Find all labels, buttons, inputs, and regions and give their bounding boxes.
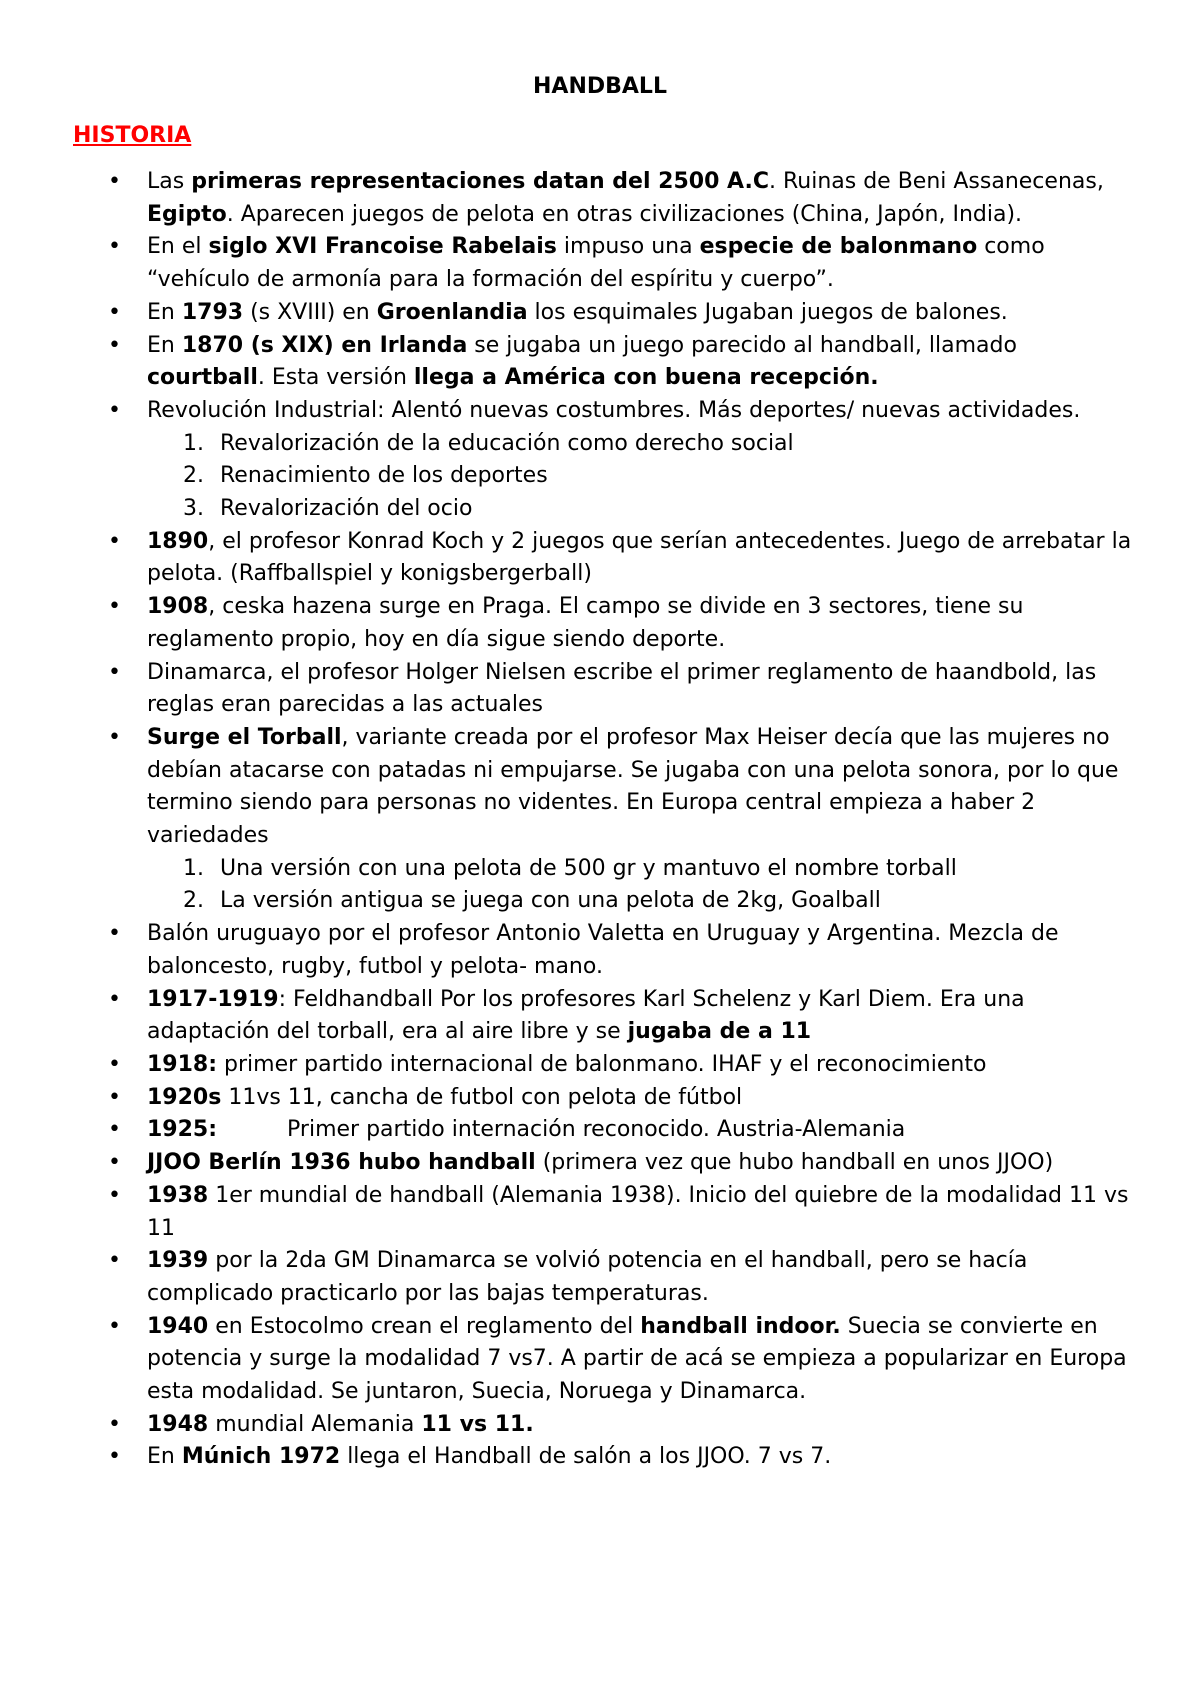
list-item xyxy=(0,1245,1200,1310)
list-item xyxy=(0,231,1200,296)
text-segment: (s XVIII) en xyxy=(243,299,377,325)
list-item-text xyxy=(147,594,1023,652)
text-segment: en Estocolmo crean el reglamento del xyxy=(208,1313,641,1339)
sublist-number: 2. xyxy=(183,888,204,914)
bold-text: 1940 xyxy=(147,1313,209,1339)
bullet-icon: • xyxy=(108,724,121,750)
bullet-icon: • xyxy=(108,332,121,358)
list-item-text xyxy=(147,1412,534,1437)
list-item-text xyxy=(147,1150,1053,1175)
list-item xyxy=(0,1180,1200,1245)
list-item-text xyxy=(147,1052,986,1077)
sublist-number: 1. xyxy=(183,855,204,881)
text-segment: como “vehículo de armonía para la formación del espíritu y cuerpo”. xyxy=(147,234,1045,293)
text-segment: impuso una xyxy=(556,234,700,260)
list-item-text xyxy=(147,1117,905,1142)
bold-text: 1870 (s XIX) en Irlanda xyxy=(181,332,468,358)
text-segment: Revolución Industrial: Alentó nuevas costumbres. Más deportes/ nuevas actividades. xyxy=(147,397,1081,423)
bold-text: 11 vs 11. xyxy=(421,1411,534,1437)
text-segment: Dinamarca, el profesor Holger Nielsen escribe el primer reglamento de haandbold, las reglas eran parecidas a las actuales xyxy=(147,659,1097,718)
sublist-item-text: Una versión con una pelota de 500 gr y mantuvo el nombre torball xyxy=(220,855,957,881)
list-item-text xyxy=(147,333,1017,391)
numbered-sublist xyxy=(147,853,1140,918)
history-list xyxy=(0,166,1200,1474)
list-item-text xyxy=(147,725,1118,848)
bullet-icon: • xyxy=(108,921,121,947)
bold-text: 1938 xyxy=(147,1182,209,1208)
bold-text: primeras representaciones datan del 2500 A.C xyxy=(191,169,769,194)
list-item-text xyxy=(147,660,1096,718)
list-item-text xyxy=(147,398,1080,423)
bold-text: especie de balonmano xyxy=(699,234,978,260)
text-segment: 1er mundial de handball (Alemania 1938). Inicio del quiebre de la modalidad 11 vs 11 xyxy=(147,1182,1129,1241)
text-segment: : Feldhandball Por los profesores Karl Schelenz y Karl Diem. Era una adaptación del torball, era al aire libre y se xyxy=(147,986,1025,1045)
bullet-icon: • xyxy=(108,234,121,260)
list-item xyxy=(0,591,1200,656)
text-segment: . Esta versión xyxy=(257,365,414,391)
list-item xyxy=(0,1441,1200,1474)
bullet-icon: • xyxy=(108,169,121,194)
bold-text: courtball xyxy=(147,365,258,391)
text-segment: los esquimales Jugaban juegos de balones. xyxy=(527,299,1008,325)
text-segment: se jugaba un juego parecido al handball, llamado xyxy=(467,332,1017,358)
bullet-icon: • xyxy=(108,594,121,620)
list-item xyxy=(0,1409,1200,1442)
text-segment: Balón uruguayo por el profesor Antonio Valetta en Uruguay y Argentina. Mezcla de baloncesto, rugby, futbol y pelota- mano. xyxy=(147,921,1059,979)
list-item xyxy=(0,297,1200,330)
bullet-icon: • xyxy=(108,1182,121,1208)
list-item-text xyxy=(147,300,1008,325)
bullet-icon: • xyxy=(108,299,121,325)
text-segment: mundial Alemania xyxy=(208,1411,422,1437)
bullet-icon: • xyxy=(108,659,121,685)
bold-text: Groenlandia xyxy=(376,299,528,325)
text-segment: por la 2da GM Dinamarca se volvió potencia en el handball, pero se hacía complicado practicarlo por las bajas temperaturas. xyxy=(147,1248,1028,1306)
list-item-text xyxy=(147,1183,1129,1241)
bullet-icon: • xyxy=(108,986,121,1012)
sublist-item-text: Revalorización del ocio xyxy=(220,496,473,522)
list-item-text xyxy=(147,169,1104,227)
bullet-icon: • xyxy=(108,1411,121,1437)
bullet-icon: • xyxy=(108,1444,121,1470)
list-item-text xyxy=(147,987,1025,1045)
section-heading: HISTORIA xyxy=(73,123,192,148)
list-item-text xyxy=(147,234,1045,292)
sublist-number: 2. xyxy=(183,463,204,489)
text-segment: En el xyxy=(147,234,209,260)
bullet-icon: • xyxy=(108,1313,121,1339)
text-segment: Primer partido internación reconocido. Austria-Alemania xyxy=(287,1117,906,1143)
list-item xyxy=(0,984,1200,1049)
bold-text: siglo XVI Francoise Rabelais xyxy=(208,234,557,260)
text-segment: primer partido internacional de balonmano. IHAF y el reconocimiento xyxy=(217,1051,987,1077)
list-item xyxy=(0,657,1200,722)
list-item xyxy=(0,330,1200,395)
bullet-icon: • xyxy=(108,528,121,554)
list-item-text xyxy=(147,1248,1027,1306)
list-item xyxy=(0,1114,1200,1147)
list-item xyxy=(0,1147,1200,1180)
list-item xyxy=(0,1082,1200,1115)
list-item xyxy=(0,166,1200,231)
sublist-item-text: Renacimiento de los deportes xyxy=(220,463,548,489)
text-segment: (primera vez que hubo handball en unos JJOO) xyxy=(535,1150,1054,1176)
bold-text: JJOO Berlín 1936 hubo handball xyxy=(147,1150,536,1176)
list-item xyxy=(0,395,1200,526)
list-item xyxy=(0,526,1200,591)
list-item-text xyxy=(147,1085,742,1110)
bold-text: 1918: xyxy=(147,1051,218,1077)
text-segment: Suecia se convierte en potencia y surge la modalidad 7 vs7. A partir de acá se empieza a popularizar en Europa esta modalidad. Se juntaron, Suecia, Noruega y Dinamarca. xyxy=(147,1313,1127,1405)
text-segment: En xyxy=(147,332,182,358)
sublist-item xyxy=(147,853,1140,886)
numbered-sublist xyxy=(147,428,1140,526)
bold-text: jugaba de a 11 xyxy=(627,1019,812,1045)
text-segment: . Aparecen juegos de pelota en otras civilizaciones (China, Japón, India). xyxy=(226,201,1023,227)
bullet-icon: • xyxy=(108,1084,121,1110)
list-item xyxy=(0,918,1200,983)
text-segment: Las xyxy=(147,169,192,194)
sublist-number: 1. xyxy=(183,430,204,456)
bullet-icon: • xyxy=(108,1248,121,1274)
bullet-icon: • xyxy=(108,1117,121,1143)
text-segment: llega el Handball de salón a los JJOO. 7 vs 7. xyxy=(340,1444,832,1470)
text-segment: 11vs 11, cancha de futbol con pelota de fútbol xyxy=(221,1084,743,1110)
bold-text: 1793 xyxy=(181,299,244,325)
text-segment: En xyxy=(147,1444,182,1470)
sublist-item xyxy=(147,885,1140,918)
bold-text: Múnich 1972 xyxy=(181,1444,341,1470)
bold-text: handball indoor. xyxy=(640,1313,841,1339)
bold-text: 1939 xyxy=(147,1248,209,1274)
sublist-item-text: Revalorización de la educación como derecho social xyxy=(220,430,794,456)
bold-text: 1925: xyxy=(147,1117,218,1143)
text-segment: En xyxy=(147,299,182,325)
list-item xyxy=(0,722,1200,918)
page-title: HANDBALL xyxy=(533,74,667,99)
list-item-text xyxy=(147,529,1131,587)
text-segment: , el profesor Konrad Koch y 2 juegos que serían antecedentes. Juego de arrebatar la pelota. (Raffballspiel y konigsbergerball) xyxy=(147,528,1132,587)
bullet-icon: • xyxy=(108,1150,121,1176)
list-item-text xyxy=(147,921,1059,979)
sublist-item-text: La versión antigua se juega con una pelota de 2kg, Goalball xyxy=(220,888,881,914)
sublist-item xyxy=(147,428,1140,461)
list-item xyxy=(0,1311,1200,1409)
sublist-item xyxy=(147,460,1140,493)
sublist-item xyxy=(147,493,1140,526)
bold-text: llega a América con buena recepción. xyxy=(413,365,879,391)
sublist-number: 3. xyxy=(183,496,204,522)
bullet-icon: • xyxy=(108,1051,121,1077)
text-segment: . Ruinas de Beni Assanecenas, xyxy=(768,169,1104,194)
bold-text: 1920s xyxy=(147,1084,222,1110)
list-item xyxy=(0,1049,1200,1082)
bold-text: 1948 xyxy=(147,1411,209,1437)
bold-text: 1917-1919 xyxy=(147,986,279,1012)
bold-text: 1908 xyxy=(147,594,209,620)
text-segment: , variante creada por el profesor Max Heiser decía que las mujeres no debían atacarse con patadas ni empujarse. Se jugaba con una pelota sonora, por lo que termino siendo para personas no videntes. En Europa central empieza a haber 2 variedades xyxy=(147,724,1119,849)
bullet-icon: • xyxy=(108,397,121,423)
list-item-text xyxy=(147,1314,1127,1404)
bold-text: 1890 xyxy=(147,528,209,554)
list-item-text xyxy=(147,1444,831,1469)
bold-text: Surge el Torball xyxy=(147,724,342,750)
bold-text: Egipto xyxy=(147,201,227,227)
text-segment: , ceska hazena surge en Praga. El campo se divide en 3 sectores, tiene su reglamento propio, hoy en día sigue siendo deporte. xyxy=(147,594,1024,652)
